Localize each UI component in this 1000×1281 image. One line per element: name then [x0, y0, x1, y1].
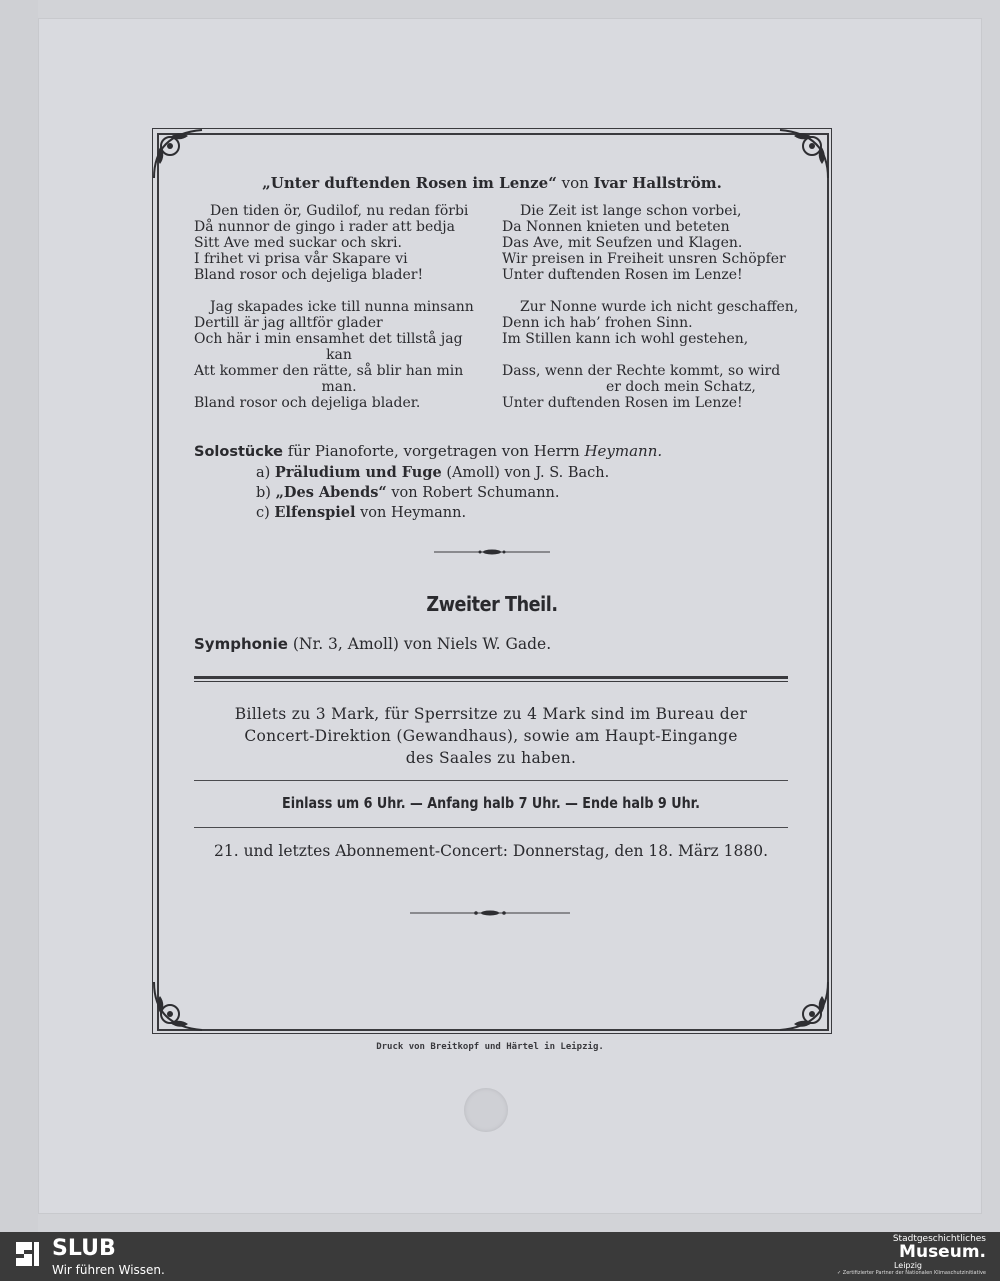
- ticket-info-line: Billets zu 3 Mark, für Sperrsitze zu 4 Mark sind im Bureau der: [234, 705, 748, 723]
- solo-heading: [194, 442, 662, 460]
- lyric-line: er doch mein Schatz,: [606, 379, 756, 395]
- lyric-line: Då nunnor de gingo i rader att bedja: [194, 219, 455, 235]
- lyric-line: Jag skapades icke till nunna minsann: [210, 299, 474, 315]
- museum-top-label: Stadtgeschichtliches: [892, 1234, 986, 1244]
- item-letter: b): [256, 485, 271, 501]
- item-letter: c): [256, 505, 270, 521]
- symphony-detail: (Nr. 3, Amoll) von Niels W. Gade.: [292, 635, 552, 653]
- stanza-gap: [502, 283, 792, 299]
- lyric-line: Bland rosor och dejeliga blader!: [194, 267, 424, 283]
- slub-tagline: Wir führen Wissen.: [52, 1263, 165, 1277]
- printer-imprint: Druck von Breitkopf und Härtel in Leipzig.: [376, 1042, 604, 1052]
- lyric-line: Den tiden ör, Gudilof, nu redan förbi: [210, 203, 469, 219]
- lyric-line: man.: [321, 379, 357, 395]
- double-rule-thin: [194, 681, 788, 682]
- lyric-line: Dertill är jag alltför glader: [194, 315, 383, 331]
- lyric-line: Unter duftenden Rosen im Lenze!: [502, 267, 743, 283]
- song-title-von: von: [561, 174, 589, 192]
- lyric-line: Bland rosor och dejeliga blader.: [194, 395, 421, 411]
- german-lyrics: [502, 203, 799, 411]
- solo-label: Solostücke: [194, 444, 283, 460]
- museum-certification: ✓ Zertifizierter Partner der Nationalen Klimaschutzinitiative: [836, 1270, 986, 1276]
- lyric-line: Sitt Ave med suckar och skri.: [194, 235, 402, 251]
- lyric-line: Das Ave, mit Seufzen und Klagen.: [502, 235, 743, 251]
- lyric-line: Im Stillen kann ich wohl gestehen,: [502, 331, 749, 347]
- double-rule-thick: [194, 676, 788, 679]
- divider: [194, 780, 788, 781]
- corner-ornament-icon: [776, 978, 832, 1034]
- corner-ornament-icon: [150, 978, 206, 1034]
- item-title: „Des Abends“: [275, 484, 387, 501]
- ornamental-rule-icon: [434, 546, 550, 558]
- lyric-line: kan: [326, 347, 352, 363]
- slub-name[interactable]: SLUB: [52, 1236, 116, 1261]
- swedish-lyrics: [194, 203, 484, 411]
- lyric-line: Dass, wenn der Rechte kommt, so wird: [502, 363, 781, 379]
- item-title: Elfenspiel: [274, 504, 356, 521]
- next-concert: 21. und letztes Abonnement-Concert: Donnerstag, den 18. März 1880.: [214, 842, 768, 860]
- lyric-line: Die Zeit ist lange schon vorbei,: [520, 203, 742, 219]
- lyric-line: Att kommer den rätte, så blir han min: [194, 363, 464, 379]
- slub-logo-icon[interactable]: [12, 1238, 42, 1268]
- list-item: [256, 483, 609, 503]
- song-title: [192, 174, 792, 192]
- symphony-label: Symphonie: [194, 635, 288, 653]
- part-two-heading: Zweiter Theil.: [426, 592, 558, 616]
- list-item: [256, 463, 609, 483]
- item-letter: a): [256, 465, 271, 481]
- lyric-line: I frihet vi prisa vår Skapare vi: [194, 251, 408, 267]
- embossed-stamp-icon: [464, 1088, 508, 1132]
- song-composer: Ivar Hallström.: [593, 174, 722, 192]
- solo-list: [256, 463, 609, 523]
- item-detail: (Amoll) von J. S. Bach.: [446, 465, 610, 481]
- lyric-line: Denn ich hab’ frohen Sinn.: [502, 315, 693, 331]
- lyric-line: Da Nonnen knieten und beteten: [502, 219, 730, 235]
- page-fold-edge: [0, 0, 38, 1232]
- solo-text: für Pianoforte, vorgetragen von Herrn: [287, 442, 580, 460]
- item-detail: von Heymann.: [360, 505, 467, 521]
- stanza-gap: [194, 283, 484, 299]
- divider: [194, 827, 788, 828]
- ticket-info: [194, 703, 788, 769]
- lyric-line: Unter duftenden Rosen im Lenze!: [502, 395, 743, 411]
- item-title: Präludium und Fuge: [274, 464, 442, 481]
- list-item: [256, 503, 609, 523]
- song-title-quote: „Unter duftenden Rosen im Lenze“: [262, 174, 557, 192]
- solo-performer: Heymann.: [584, 442, 663, 460]
- lyric-line: Zur Nonne wurde ich nicht geschaffen,: [520, 299, 799, 315]
- ticket-info-line: Concert-Direktion (Gewandhaus), sowie am Haupt-Eingange: [244, 727, 738, 745]
- lyric-line: Och här i min ensamhet det tillstå jag: [194, 331, 463, 347]
- museum-city: Leipzig: [893, 1261, 922, 1270]
- schedule-times: Einlass um 6 Uhr. — Anfang halb 7 Uhr. — Ende halb 9 Uhr.: [282, 794, 700, 812]
- stanza-gap: [502, 347, 792, 363]
- symphony-line: [194, 635, 551, 653]
- ornamental-rule-icon: [410, 907, 570, 919]
- item-detail: von Robert Schumann.: [391, 485, 560, 501]
- museum-logo[interactable]: Museum.: [899, 1242, 986, 1262]
- lyric-line: Wir preisen in Freiheit unsren Schöpfer: [502, 251, 786, 267]
- ticket-info-line: des Saales zu haben.: [405, 749, 577, 767]
